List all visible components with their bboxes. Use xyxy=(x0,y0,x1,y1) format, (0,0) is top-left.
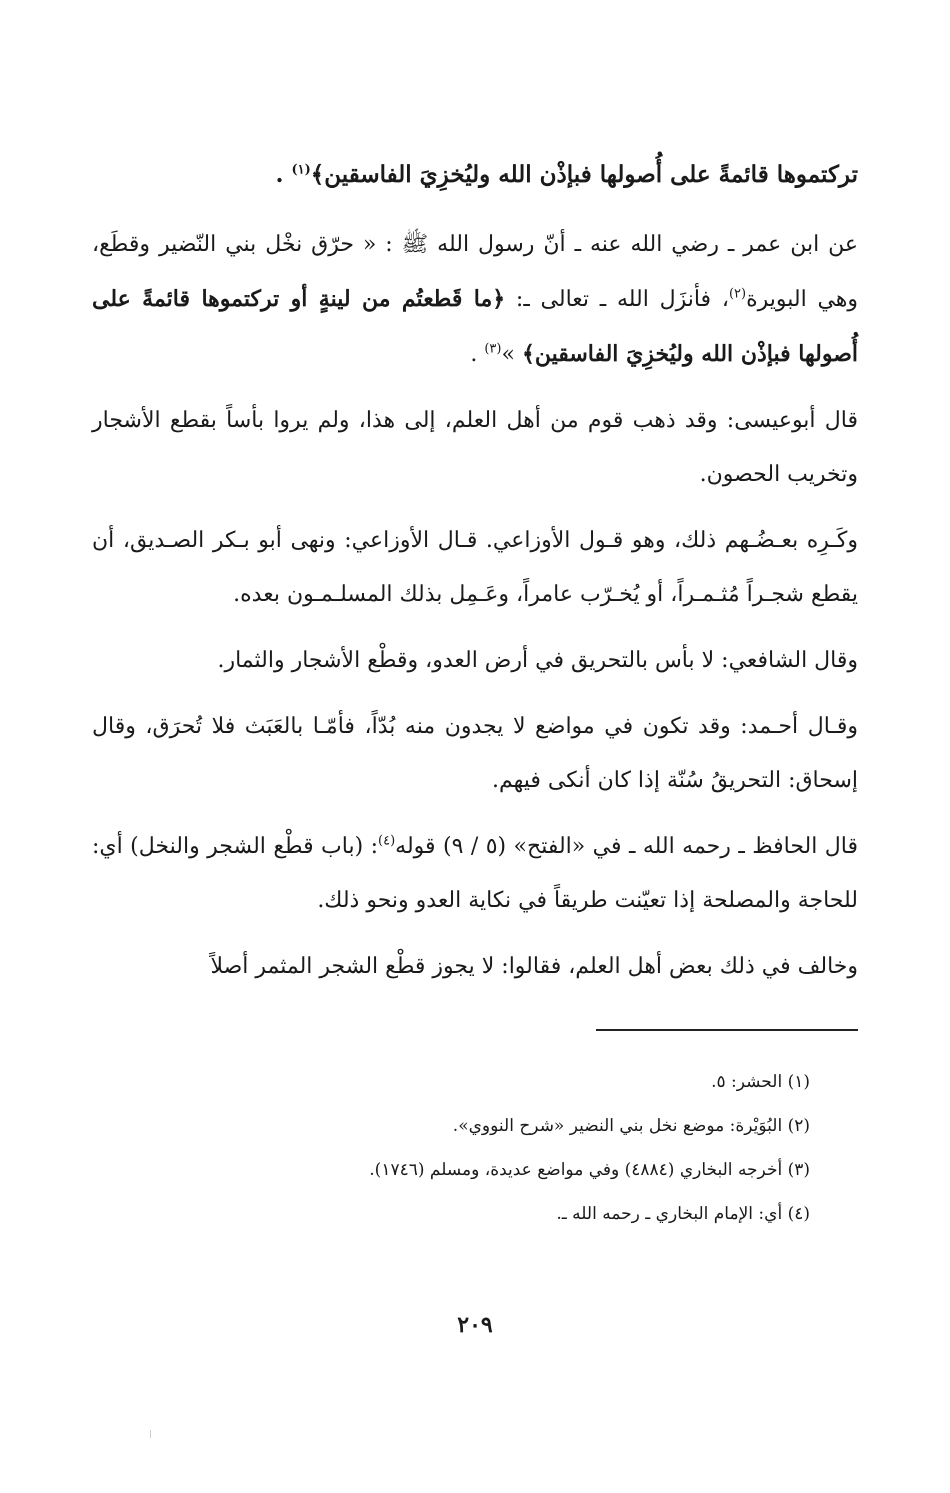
footnotes xyxy=(92,1060,810,1236)
paragraph-dissent: وخالف في ذلك بعض أهل العلم، فقالوا: لا يجوز قطْع الشجر المثمر أصلاً xyxy=(210,954,858,979)
footnote-divider xyxy=(596,1029,858,1031)
footnote-ref-4[interactable]: (٤) xyxy=(378,833,396,849)
quran-verse: ﴿ما قَطعتُم من لينةٍ أو تركتموها قائمةً على أُصولها فبإذْن الله وليُخزِيَ الفاسقين﴾ xyxy=(92,286,858,367)
footnote-ref-3[interactable]: (٣) xyxy=(484,341,502,357)
footnote-1: (١) الحشر: ٥. xyxy=(711,1072,810,1092)
footnote-2: (٢) البُوَيْرة: موضع نخل بني النضير «شرح النووي». xyxy=(452,1116,810,1136)
page-number: ٢٠٩ xyxy=(457,1312,493,1338)
footnote-ref-2[interactable]: (٢) xyxy=(728,286,747,302)
footnote-3: (٣) أخرجه البخاري (٤٨٨٤) وفي مواضع عديدة، ومسلم (١٧٤٦). xyxy=(369,1160,810,1180)
main-text xyxy=(92,148,858,1006)
paragraph-shafii: وقال الشافعي: لا بأس بالتحريق في أرض العدو، وقطْع الأشجار والثمار. xyxy=(217,648,858,673)
paragraph-abu-isa: قال أبوعيسى: وقد ذهب قوم من أهل العلم، إلى هذا، ولم يروا بأساً بقطع الأشجار وتخريب الحصون. xyxy=(92,408,858,487)
scan-mark xyxy=(150,1430,151,1438)
footnote-4: (٤) أي: الإمام البخاري ـ رحمه الله ـ. xyxy=(556,1204,810,1224)
paragraph-quran-continuation: تركتموها قائمةً على أُصولها فبإذْن الله وليُخزِيَ الفاسقين﴾$^{(١)}$ . xyxy=(275,161,858,188)
paragraph-hadith: عن ابن عمر ـ رضي الله عنه ـ أنّ رسول الله ﷺ : « حرّق نخْل بني النّضير وقطَع، وهي البويرة$^{(٢)}$، فأنزَل الله ـ تعالى ـ: ﴿ما قَطعتُم من لينةٍ أو تركتموها قائمةً على أُصولها فبإذْن الله وليُخزِيَ الفاسقين﴾ »$^{(٣)}$ . xyxy=(92,232,859,367)
paragraph-ahmad: وقـال أحـمد: وقد تكون في مواضع لا يجدون منه بُدّاً، فأمّـا بالعَبَث فلا تُحرَق، وقال إسحاق: التحريقُ سُنّة إذا كان أنكى فيهم. xyxy=(92,714,858,793)
paragraph-hafiz: قال الحافظ ـ رحمه الله ـ في «الفتح» (٥ / ٩) قوله$^{(٤)}$: (باب قطْع الشجر والنخل) أي: للحاجة والمصلحة إذا تعيّنت طريقاً في نكاية العدو ونحو ذلك. xyxy=(92,833,858,913)
paragraph-awzai: وكَـرِه بعـضُـهم ذلك، وهو قـول الأوزاعي. قـال الأوزاعي: ونهى أبو بـكر الصـديق، أن يقطع شجـراً مُثـمـراً، أو يُخـرّب عامراً، وعَـمِل بذلك المسلـمـون بعده. xyxy=(92,528,858,607)
footnote-ref-1[interactable]: (١) xyxy=(291,162,311,178)
